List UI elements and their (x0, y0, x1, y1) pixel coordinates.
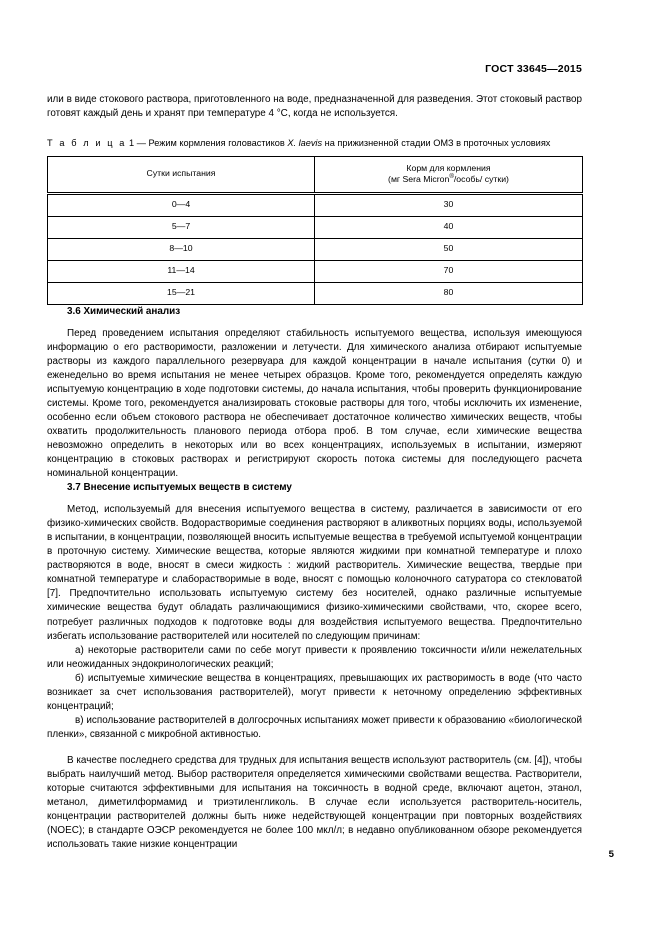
table-header-days: Сутки испытания (48, 156, 315, 193)
section-heading-3-7: 3.7 Внесение испытуемых веществ в систему (67, 482, 292, 494)
table-cell-days: 11—14 (48, 260, 315, 282)
table-cell-days: 0—4 (48, 193, 315, 216)
page-content (47, 0, 582, 852)
table-header-feed-title: Корм для кормления (406, 162, 491, 173)
table-row (48, 282, 583, 304)
section-3-7-list-item-a: а) некоторые растворители сами по себе могут привести к проявлению токсичности и/или нежелательных или неожиданных эндокринологических реакций; (47, 644, 582, 670)
table-caption (47, 137, 582, 150)
table-row (48, 193, 583, 216)
section-3-7-list-item-b: б) испытуемые химические вещества в концентрациях, превышающих их растворимость в воде (что часто возникает за счет использования растворителей), могут привести к неточному определению эффективных концентраций; (47, 672, 582, 712)
table-caption-species: X. laevis (287, 137, 323, 148)
table-cell-feed: 40 (315, 216, 583, 238)
table-cell-days: 15—21 (48, 282, 315, 304)
table-header-row (48, 156, 583, 193)
table-cell-feed: 30 (315, 193, 583, 216)
section-3-7-list-item-v: в) использование растворителей в долгосрочных испытаниях может привести к образованию «биологической пленки», связанной с микробной активностью. (47, 714, 582, 740)
table-caption-label: Т а б л и ц а (47, 137, 127, 148)
table-cell-feed: 50 (315, 238, 583, 260)
table-row (48, 238, 583, 260)
table-cell-days: 8—10 (48, 238, 315, 260)
page-number: 5 (608, 849, 614, 860)
table-caption-text-before: Режим кормления головастиков (148, 137, 285, 148)
table-cell-feed: 80 (315, 282, 583, 304)
registered-trademark-icon: ® (449, 173, 454, 181)
feeding-regime-table (47, 156, 583, 305)
table-caption-text-after: на прижизненной стадии ОМЗ в проточных условиях (324, 137, 551, 148)
table-header-feed-units (315, 174, 582, 185)
table-header-feed (315, 156, 583, 193)
section-heading-3-6: 3.6 Химический анализ (67, 305, 181, 317)
table-row (48, 216, 583, 238)
intro-paragraph: или в виде стокового раствора, приготовленного на воде, предназначенной для разведения. Этот стоковый раствор готовят каждый день и хранят при температуре 4 °C, когда не используется. (47, 93, 582, 119)
table-cell-days: 5—7 (48, 216, 315, 238)
table-header-units-suffix: /особь/ сутки) (453, 174, 509, 185)
table-row (48, 260, 583, 282)
table-cell-feed: 70 (315, 260, 583, 282)
table-header-units-prefix: (мг Sera Micron (388, 174, 450, 185)
section-3-7-paragraph-1: Метод, используемый для внесения испытуемого вещества в систему, различается в зависимости от его физико-химических свойств. Водорастворимые соединения растворяют в аликвотных порциях воды, используемой в испытании, в концентрации, позволяющей вносить испытуемые вещества в требуемой испытуемой концентрации в проточную систему. Химические вещества, которые являются жидкими при комнатной температуре и плохо растворяются в воде, вносят в смеси жидкость : жидкий растворитель. Химические вещества, твердые при комнатной температуре и слаборастворимые в воде, вносят с помощью колоночного сатуратора со стекловатой [7]. Предпочтительно использовать испытуемую систему без носителей, однако различные испытуемые химические вещества будут обладать различающимися физико-химическими свойствами, что, скорее всего, потребует различных подходов к подготовке воды для воздействия испытуемого вещества. Предпочтительно избегать использование растворителей или носителей по следующим причинам: (47, 504, 582, 642)
table-caption-dash: — (136, 137, 146, 148)
table-body (48, 193, 583, 304)
table-caption-number: 1 (129, 137, 135, 148)
section-3-6-paragraph: Перед проведением испытания определяют стабильность испытуемого вещества, используя имеющуюся информацию о его растворимости, разложении и летучести. Для химического анализа отбирают испытуемые растворы из каждого параллельного резервуара для каждой концентрации в начале испытания (сутки 0) и еженедельно во время испытания не менее четырех образцов. Кроме того, рекомендуется определять каждую испытуемую концентрацию в ходе подготовки системы, до начала испытания, чтобы проверить функционирование системы. Кроме того, рекомендуется анализировать стоковые растворы для того, чтобы исключить их изменение, особенно если объем стокового раствора не обеспечивает достаточное количество химических веществ, чтобы охватить продолжительность планового периода отбора проб. В том случае, если химические вещества невозможно определить в некоторых или во всех концентрациях, используемых в испытании, измеряют концентрацию в стоковых растворах и регистрируют скорость потока системы для последующего расчета номинальной концентрации. (47, 327, 582, 480)
running-head-standard-number: ГОСТ 33645—2015 (485, 63, 582, 75)
section-3-7-paragraph-2: В качестве последнего средства для трудных для испытания веществ используют растворитель (см. [4]), чтобы выбрать наилучший метод. Выбор растворителя определяется химическими свойствами вещества. Растворители, которые считаются эффективными для испытания на токсичность в водной среде, включают ацетон, этанол, метанол, диметилформамид и триэтиленгликоль. В случае если используется растворитель-носитель, концентрации растворителей должны быть ниже недействующей концентрации при повторных воздействиях (NOEC); в стандарте ОЭСР рекомендуется не более 100 мкл/л; в недавно опубликованном обзоре рекомендуется использовать такие низкие концентрации (47, 754, 582, 851)
